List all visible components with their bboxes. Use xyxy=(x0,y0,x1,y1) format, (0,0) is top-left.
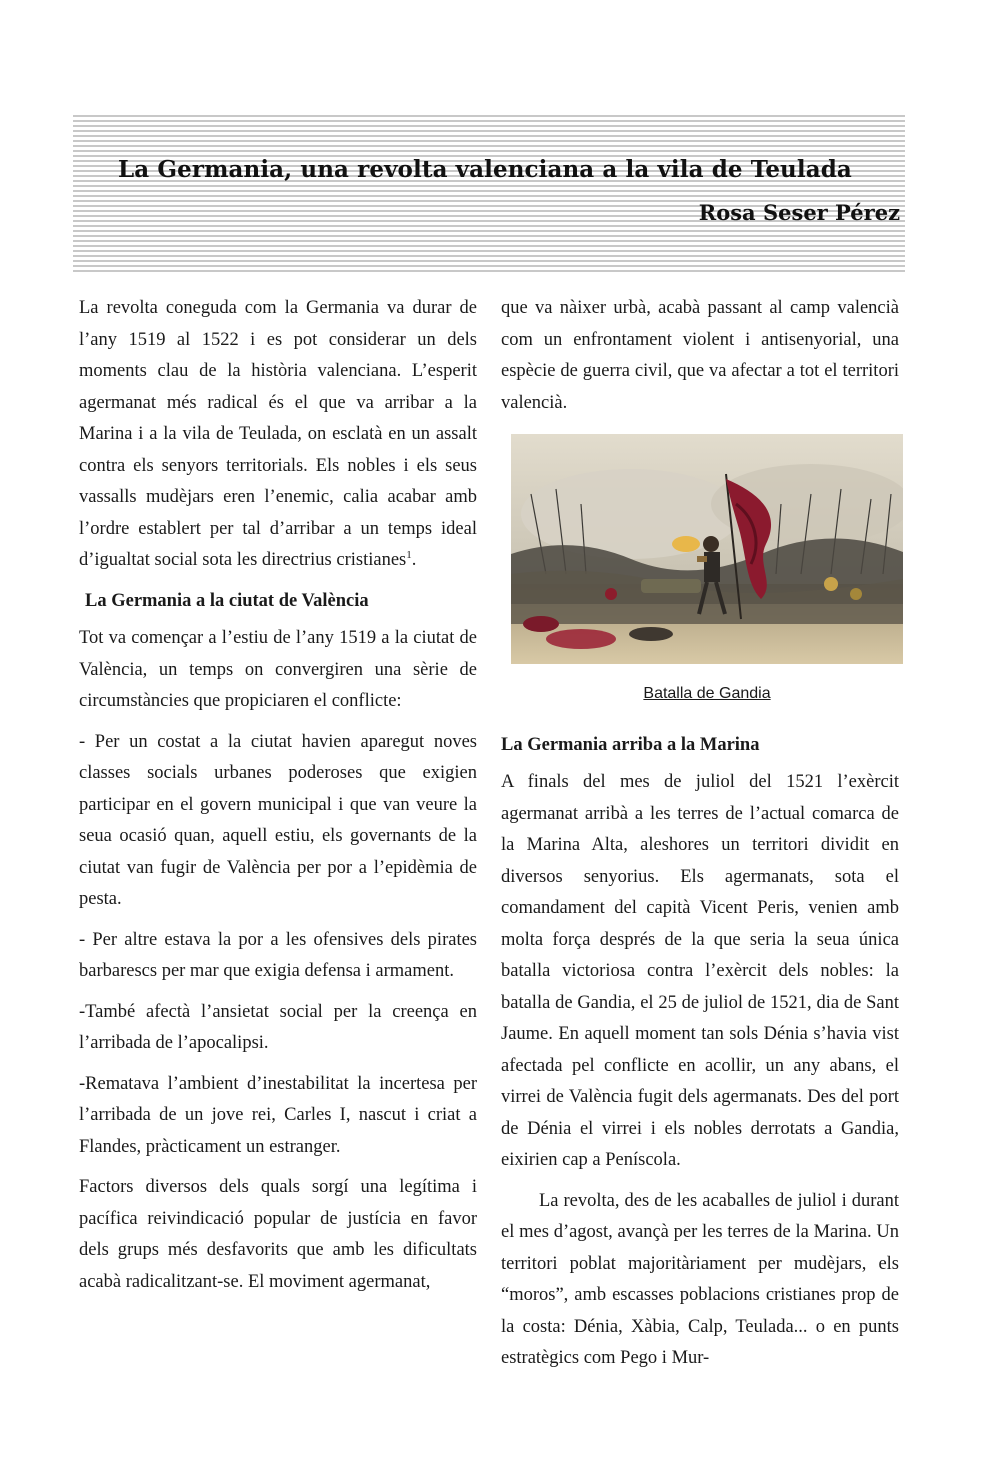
paragraph: que va nàixer urbà, acabà passant al camp valencià com un enfrontament violent i antisenyorial, una espècie de guerra civil, que va afectar a tot el territori valencià. xyxy=(501,298,899,413)
article-title: La Germania, una revolta valenciana a la vila de Teulada xyxy=(118,156,852,183)
intro-paragraph xyxy=(79,293,477,577)
paragraph: La revolta, des de les acaballes de juliol i durant el mes d’agost, avançà per les terres de la Marina. Un territori poblat majoritàriament per mudèjars, els “moros”, amb escasses poblacions cristianes prop de la costa: Dénia, Xàbia, Calp, Teulada... o en punts estratègics com Pego i Mur- xyxy=(501,1190,899,1368)
section-heading-marina: La Germania arriba a la Marina xyxy=(501,734,760,755)
paragraph: -Rematava l’ambient d’inestabilitat la incertesa per l’arribada de un jove rei, Carles I, nascut i criat a Flandes, pràcticament un estranger. xyxy=(79,1073,477,1157)
paragraph: - Per un costat a la ciutat havien aparegut noves classes socials urbanes poderoses que exigien participar en el govern municipal i que van veure la seua ocasió quan, aquell estiu, els governants de la ciutat van fugir de València per por a l’epidèmia de pesta. xyxy=(79,731,477,909)
figure-caption: Batalla de Gandia xyxy=(643,685,771,702)
paragraph: A finals del mes de juliol del 1521 l’exèrcit agermanat arribà a les terres de l’actual comarca de la Marina Alta, aleshores un territori dividit en diversos senyorius. Els agermanats, sota el comandament del capità Vicent Peris, venien amb molta força després de la que seria la seua única batalla victoriosa contra l’exèrcit dels nobles: la batalla de Gandia, el 25 de juliol de 1521, dia de Sant Jaume. En aquell moment tan sols Dénia s’havia vist afectada pel conflicte en acollir, un any abans, el virrei de València fugit dels agermanats. Des del port de Dénia el virrei i els nobles derrotats a Gandia, eixirien cap a Peníscola. xyxy=(501,772,899,1170)
title-banner xyxy=(73,115,905,275)
intro-text: La revolta coneguda com la Germania va durar de l’any 1519 al 1522 i es pot considerar un dels moments clau de la història valenciana. L’esperit agermanat més radical és el que va arribar a la Marina i a la vila de Teulada, on esclatà en un assalt contra els senyors territorials. Els nobles i els seus vassalls mudèjars eren l’enemic, calia acabar amb l’ordre establert per tal d’arribar a un temps ideal d’igualtat social sota les directrius cristianes xyxy=(79,298,477,570)
paragraph: - Per altre estava la por a les ofensives dels pirates barbarescs per mar que exigia defensa i armament. xyxy=(79,929,477,981)
paragraph: Tot va començar a l’estiu de l’any 1519 a la ciutat de València, un temps on convergiren una sèrie de circumstàncies que propiciaren el conflicte: xyxy=(79,628,477,711)
paragraph: -També afectà l’ansietat social per la creença en l’arribada de l’apocalipsi. xyxy=(79,1001,477,1053)
right-column xyxy=(501,293,899,1384)
battle-drawing xyxy=(511,434,903,664)
footnote-marker: 1 xyxy=(406,548,412,561)
section-heading-valencia: La Germania a la ciutat de València xyxy=(85,590,369,611)
article-author: Rosa Seser Pérez xyxy=(698,200,900,225)
battle-figure xyxy=(511,434,903,710)
intro-end: . xyxy=(411,550,417,570)
paragraph: Factors diversos dels quals sorgí una legítima i pacífica reivindicació popular de justícia en favor dels grups més desfavorits que amb les dificultats acabà radicalitzant-se. El moviment agermanat, xyxy=(79,1177,477,1292)
battle-illustration xyxy=(511,434,903,664)
left-column xyxy=(79,293,477,1307)
